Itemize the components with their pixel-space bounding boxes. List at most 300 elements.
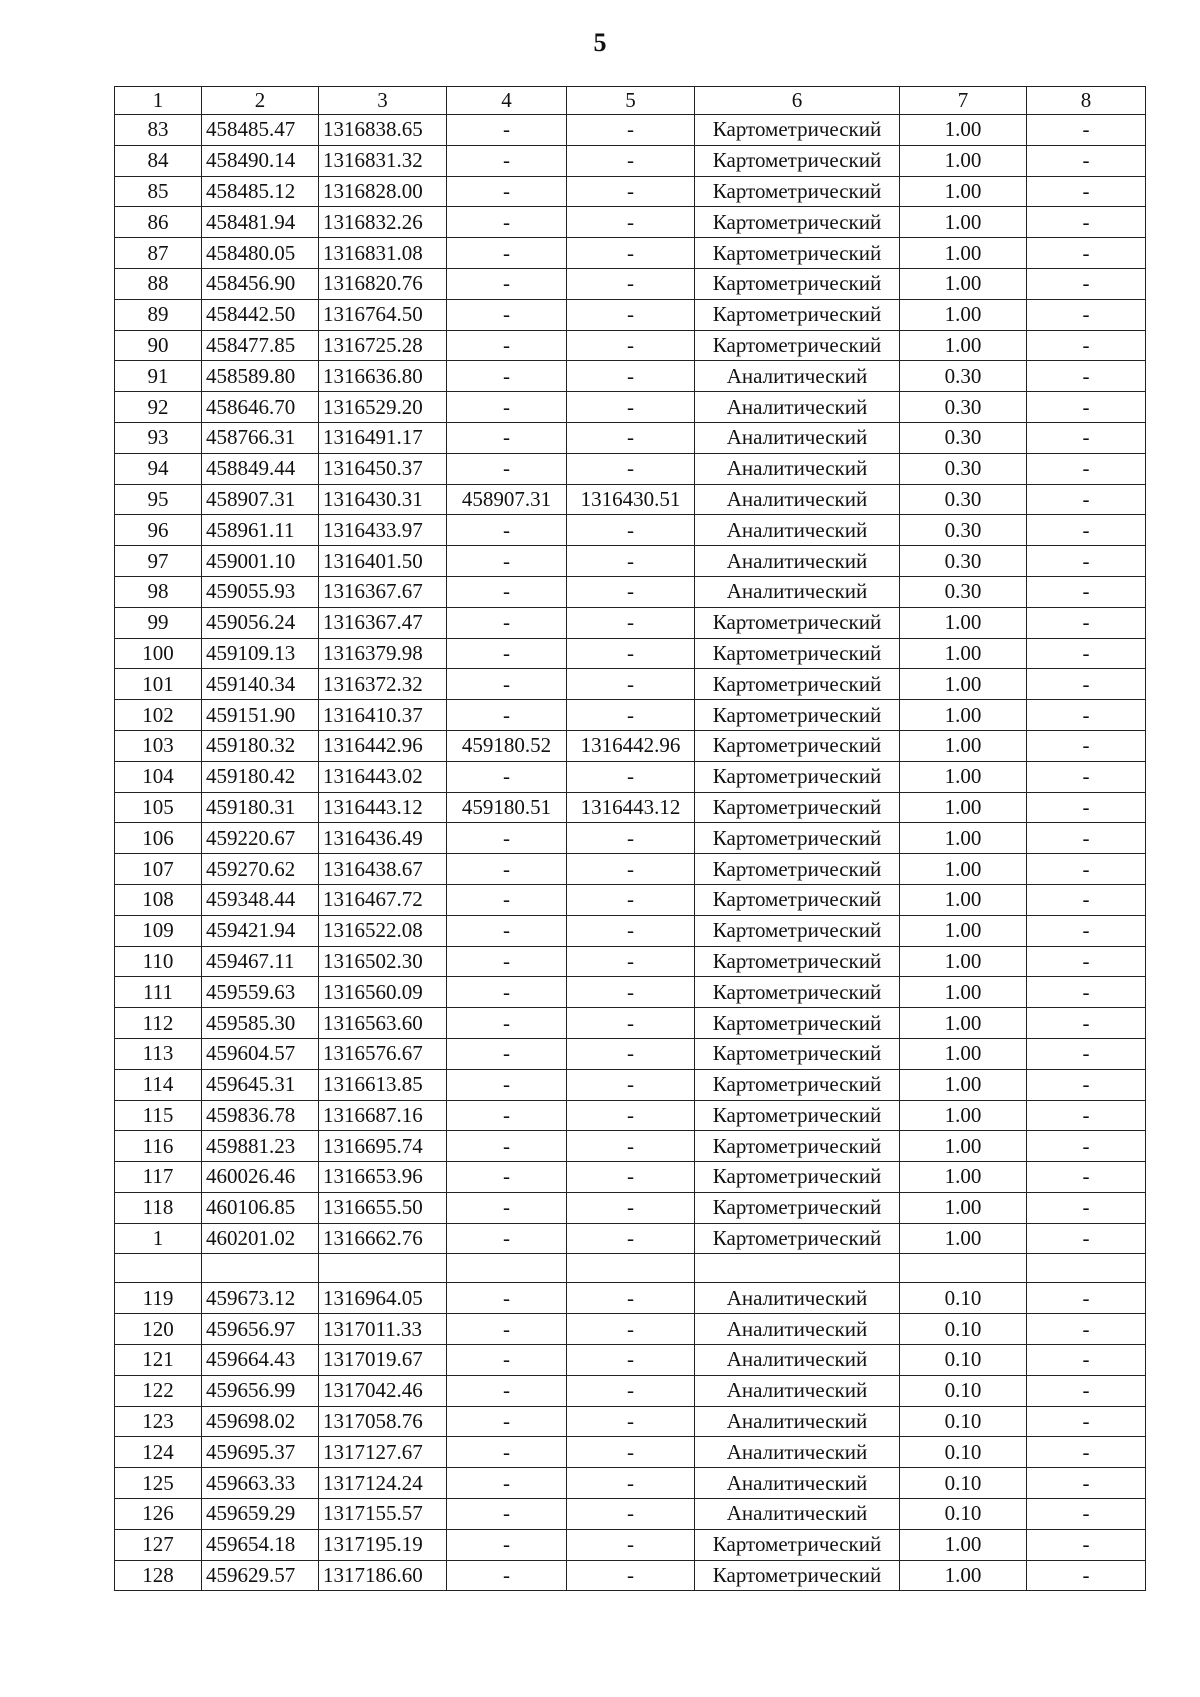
description-cell: -: [1027, 422, 1146, 453]
y-alt-cell: -: [567, 115, 695, 146]
x-alt-cell: -: [447, 299, 567, 330]
description-cell: -: [1027, 1223, 1146, 1254]
table-row: [115, 1008, 1146, 1039]
x-alt-cell: -: [447, 238, 567, 269]
point-number-cell: 105: [115, 792, 202, 823]
point-number-cell: 85: [115, 176, 202, 207]
y-coordinate-cell: 1316831.32: [319, 145, 447, 176]
y-coordinate-cell: 1316436.49: [319, 823, 447, 854]
accuracy-cell: 1.00: [900, 1162, 1027, 1193]
method-cell: Аналитический: [695, 392, 900, 423]
accuracy-cell: 0.30: [900, 515, 1027, 546]
y-coordinate-cell: [319, 1254, 447, 1283]
accuracy-cell: 1.00: [900, 915, 1027, 946]
y-coordinate-cell: 1316491.17: [319, 422, 447, 453]
page-number: 5: [593, 28, 607, 57]
y-coordinate-cell: 1316687.16: [319, 1100, 447, 1131]
point-number-cell: 89: [115, 299, 202, 330]
y-coordinate-cell: 1317124.24: [319, 1468, 447, 1499]
method-cell: Картометрический: [695, 823, 900, 854]
method-cell: Картометрический: [695, 299, 900, 330]
point-number-cell: 1: [115, 1223, 202, 1254]
accuracy-cell: 1.00: [900, 238, 1027, 269]
table-row: [115, 854, 1146, 885]
y-coordinate-cell: 1316443.12: [319, 792, 447, 823]
point-number-cell: 96: [115, 515, 202, 546]
table-row: [115, 1375, 1146, 1406]
table-row: [115, 700, 1146, 731]
description-cell: -: [1027, 638, 1146, 669]
description-cell: -: [1027, 854, 1146, 885]
description-cell: -: [1027, 546, 1146, 577]
table-row: [115, 176, 1146, 207]
accuracy-cell: 0.30: [900, 484, 1027, 515]
accuracy-cell: 1.00: [900, 1560, 1027, 1591]
y-coordinate-cell: 1316831.08: [319, 238, 447, 269]
accuracy-cell: 1.00: [900, 977, 1027, 1008]
method-cell: Картометрический: [695, 730, 900, 761]
x-alt-cell: -: [447, 1131, 567, 1162]
y-coordinate-cell: 1316367.67: [319, 576, 447, 607]
point-number-cell: 95: [115, 484, 202, 515]
accuracy-cell: 1.00: [900, 1100, 1027, 1131]
x-coordinate-cell: 458485.47: [202, 115, 319, 146]
point-number-cell: 109: [115, 915, 202, 946]
description-cell: -: [1027, 361, 1146, 392]
x-alt-cell: -: [447, 854, 567, 885]
point-number-cell: 88: [115, 268, 202, 299]
accuracy-cell: 1.00: [900, 854, 1027, 885]
description-cell: -: [1027, 145, 1146, 176]
x-coordinate-cell: 459663.33: [202, 1468, 319, 1499]
accuracy-cell: 1.00: [900, 1529, 1027, 1560]
point-number-cell: 114: [115, 1069, 202, 1100]
y-alt-cell: -: [567, 176, 695, 207]
table-row: [115, 115, 1146, 146]
column-header: 3: [319, 87, 447, 115]
x-alt-cell: -: [447, 1069, 567, 1100]
x-alt-cell: -: [447, 1437, 567, 1468]
description-cell: -: [1027, 1162, 1146, 1193]
column-header: 5: [567, 87, 695, 115]
method-cell: Картометрический: [695, 915, 900, 946]
y-coordinate-cell: 1316662.76: [319, 1223, 447, 1254]
x-alt-cell: -: [447, 422, 567, 453]
method-cell: Аналитический: [695, 1437, 900, 1468]
description-cell: -: [1027, 1437, 1146, 1468]
y-alt-cell: -: [567, 915, 695, 946]
y-alt-cell: -: [567, 1529, 695, 1560]
method-cell: Аналитический: [695, 484, 900, 515]
x-alt-cell: -: [447, 576, 567, 607]
table-row: [115, 546, 1146, 577]
method-cell: Картометрический: [695, 1038, 900, 1069]
method-cell: Картометрический: [695, 330, 900, 361]
x-coordinate-cell: 459180.42: [202, 761, 319, 792]
accuracy-cell: 1.00: [900, 669, 1027, 700]
x-coordinate-cell: 459698.02: [202, 1406, 319, 1437]
x-alt-cell: -: [447, 268, 567, 299]
point-number-cell: 122: [115, 1375, 202, 1406]
y-alt-cell: -: [567, 1406, 695, 1437]
description-cell: -: [1027, 1131, 1146, 1162]
y-coordinate-cell: 1316467.72: [319, 884, 447, 915]
column-header: 4: [447, 87, 567, 115]
accuracy-cell: 1.00: [900, 1223, 1027, 1254]
table-row: [115, 1162, 1146, 1193]
table-row: [115, 515, 1146, 546]
point-number-cell: 92: [115, 392, 202, 423]
y-coordinate-cell: 1316820.76: [319, 268, 447, 299]
x-coordinate-cell: 459629.57: [202, 1560, 319, 1591]
point-number-cell: 108: [115, 884, 202, 915]
point-number-cell: 102: [115, 700, 202, 731]
x-alt-cell: -: [447, 1100, 567, 1131]
y-coordinate-cell: 1316636.80: [319, 361, 447, 392]
x-alt-cell: -: [447, 330, 567, 361]
column-header: 2: [202, 87, 319, 115]
point-number-cell: 90: [115, 330, 202, 361]
y-alt-cell: 1316430.51: [567, 484, 695, 515]
description-cell: -: [1027, 1345, 1146, 1376]
description-cell: -: [1027, 1069, 1146, 1100]
description-cell: -: [1027, 977, 1146, 1008]
point-number-cell: 118: [115, 1192, 202, 1223]
accuracy-cell: 0.10: [900, 1345, 1027, 1376]
description-cell: -: [1027, 1008, 1146, 1039]
x-alt-cell: -: [447, 145, 567, 176]
x-alt-cell: -: [447, 761, 567, 792]
accuracy-cell: 0.30: [900, 576, 1027, 607]
y-coordinate-cell: 1316379.98: [319, 638, 447, 669]
table-row: [115, 1437, 1146, 1468]
point-number-cell: 84: [115, 145, 202, 176]
y-alt-cell: -: [567, 207, 695, 238]
point-number-cell: [115, 1254, 202, 1283]
y-alt-cell: 1316442.96: [567, 730, 695, 761]
y-coordinate-cell: 1316653.96: [319, 1162, 447, 1193]
table-row: [115, 1192, 1146, 1223]
x-coordinate-cell: 458849.44: [202, 453, 319, 484]
point-number-cell: 87: [115, 238, 202, 269]
description-cell: -: [1027, 915, 1146, 946]
method-cell: Картометрический: [695, 1100, 900, 1131]
description-cell: -: [1027, 1560, 1146, 1591]
table-row: [115, 576, 1146, 607]
y-alt-cell: -: [567, 761, 695, 792]
point-number-cell: 101: [115, 669, 202, 700]
y-coordinate-cell: 1317019.67: [319, 1345, 447, 1376]
x-coordinate-cell: 458481.94: [202, 207, 319, 238]
method-cell: Картометрический: [695, 761, 900, 792]
point-number-cell: 107: [115, 854, 202, 885]
y-alt-cell: -: [567, 453, 695, 484]
x-coordinate-cell: 459664.43: [202, 1345, 319, 1376]
x-alt-cell: -: [447, 607, 567, 638]
x-coordinate-cell: 459180.32: [202, 730, 319, 761]
x-alt-cell: -: [447, 453, 567, 484]
description-cell: -: [1027, 1375, 1146, 1406]
y-coordinate-cell: 1317042.46: [319, 1375, 447, 1406]
y-coordinate-cell: 1317155.57: [319, 1499, 447, 1530]
method-cell: Картометрический: [695, 607, 900, 638]
table-row: [115, 268, 1146, 299]
x-alt-cell: -: [447, 1223, 567, 1254]
accuracy-cell: 1.00: [900, 946, 1027, 977]
method-cell: Аналитический: [695, 361, 900, 392]
method-cell: Картометрический: [695, 268, 900, 299]
x-coordinate-cell: 458485.12: [202, 176, 319, 207]
description-cell: -: [1027, 730, 1146, 761]
description-cell: -: [1027, 946, 1146, 977]
method-cell: Аналитический: [695, 576, 900, 607]
table-row: [115, 1283, 1146, 1314]
table-row: [115, 1038, 1146, 1069]
x-coordinate-cell: 459673.12: [202, 1283, 319, 1314]
accuracy-cell: 1.00: [900, 1192, 1027, 1223]
description-cell: -: [1027, 1499, 1146, 1530]
y-alt-cell: -: [567, 1314, 695, 1345]
method-cell: Аналитический: [695, 1314, 900, 1345]
y-coordinate-cell: 1316529.20: [319, 392, 447, 423]
method-cell: Аналитический: [695, 1499, 900, 1530]
table-row: [115, 638, 1146, 669]
x-alt-cell: -: [447, 1314, 567, 1345]
method-cell: [695, 1254, 900, 1283]
method-cell: Картометрический: [695, 145, 900, 176]
method-cell: Аналитический: [695, 422, 900, 453]
description-cell: -: [1027, 176, 1146, 207]
x-coordinate-cell: 459220.67: [202, 823, 319, 854]
accuracy-cell: 1.00: [900, 730, 1027, 761]
method-cell: Картометрический: [695, 1008, 900, 1039]
y-coordinate-cell: 1316522.08: [319, 915, 447, 946]
x-coordinate-cell: 459348.44: [202, 884, 319, 915]
accuracy-cell: [900, 1254, 1027, 1283]
y-alt-cell: -: [567, 823, 695, 854]
description-cell: -: [1027, 115, 1146, 146]
table-row: [115, 1100, 1146, 1131]
x-alt-cell: -: [447, 915, 567, 946]
point-number-cell: 113: [115, 1038, 202, 1069]
accuracy-cell: 1.00: [900, 823, 1027, 854]
y-coordinate-cell: 1316832.26: [319, 207, 447, 238]
column-header: 8: [1027, 87, 1146, 115]
accuracy-cell: 1.00: [900, 207, 1027, 238]
x-coordinate-cell: 459056.24: [202, 607, 319, 638]
accuracy-cell: 0.10: [900, 1314, 1027, 1345]
table-row: [115, 1560, 1146, 1591]
accuracy-cell: 1.00: [900, 700, 1027, 731]
x-coordinate-cell: 458589.80: [202, 361, 319, 392]
accuracy-cell: 1.00: [900, 884, 1027, 915]
method-cell: Картометрический: [695, 1529, 900, 1560]
method-cell: Картометрический: [695, 977, 900, 1008]
x-coordinate-cell: 459140.34: [202, 669, 319, 700]
y-coordinate-cell: 1316838.65: [319, 115, 447, 146]
y-coordinate-cell: 1316764.50: [319, 299, 447, 330]
y-alt-cell: -: [567, 361, 695, 392]
table-row: [115, 392, 1146, 423]
point-number-cell: 91: [115, 361, 202, 392]
coordinates-table: [114, 86, 1146, 1591]
x-alt-cell: -: [447, 638, 567, 669]
table-row: [115, 1254, 1146, 1283]
table-row: [115, 361, 1146, 392]
table-row: [115, 1499, 1146, 1530]
table-row: [115, 915, 1146, 946]
point-number-cell: 100: [115, 638, 202, 669]
accuracy-cell: 1.00: [900, 115, 1027, 146]
accuracy-cell: 1.00: [900, 330, 1027, 361]
description-cell: -: [1027, 1314, 1146, 1345]
x-coordinate-cell: 458442.50: [202, 299, 319, 330]
description-cell: -: [1027, 207, 1146, 238]
accuracy-cell: 1.00: [900, 792, 1027, 823]
method-cell: Картометрический: [695, 1223, 900, 1254]
table-row: [115, 299, 1146, 330]
y-coordinate-cell: 1317058.76: [319, 1406, 447, 1437]
y-alt-cell: -: [567, 977, 695, 1008]
method-cell: Аналитический: [695, 1375, 900, 1406]
x-alt-cell: -: [447, 1560, 567, 1591]
y-alt-cell: -: [567, 854, 695, 885]
y-alt-cell: -: [567, 1100, 695, 1131]
x-alt-cell: -: [447, 700, 567, 731]
method-cell: Аналитический: [695, 1468, 900, 1499]
column-header: 7: [900, 87, 1027, 115]
x-coordinate-cell: 460201.02: [202, 1223, 319, 1254]
method-cell: Картометрический: [695, 1192, 900, 1223]
accuracy-cell: 1.00: [900, 638, 1027, 669]
y-coordinate-cell: 1316613.85: [319, 1069, 447, 1100]
x-coordinate-cell: 458961.11: [202, 515, 319, 546]
y-coordinate-cell: 1316828.00: [319, 176, 447, 207]
y-alt-cell: -: [567, 546, 695, 577]
x-alt-cell: -: [447, 1345, 567, 1376]
method-cell: Картометрический: [695, 1560, 900, 1591]
x-coordinate-cell: 459559.63: [202, 977, 319, 1008]
x-coordinate-cell: 459645.31: [202, 1069, 319, 1100]
y-alt-cell: -: [567, 1468, 695, 1499]
y-coordinate-cell: 1316433.97: [319, 515, 447, 546]
method-cell: Картометрический: [695, 669, 900, 700]
description-cell: -: [1027, 823, 1146, 854]
accuracy-cell: 1.00: [900, 1008, 1027, 1039]
x-coordinate-cell: 459604.57: [202, 1038, 319, 1069]
x-alt-cell: -: [447, 1468, 567, 1499]
table-row: [115, 1314, 1146, 1345]
point-number-cell: 123: [115, 1406, 202, 1437]
x-alt-cell: -: [447, 1192, 567, 1223]
y-alt-cell: -: [567, 145, 695, 176]
accuracy-cell: 0.10: [900, 1499, 1027, 1530]
table-row: [115, 1131, 1146, 1162]
point-number-cell: 112: [115, 1008, 202, 1039]
table-row: [115, 977, 1146, 1008]
method-cell: Картометрический: [695, 946, 900, 977]
description-cell: -: [1027, 453, 1146, 484]
x-coordinate-cell: 459836.78: [202, 1100, 319, 1131]
description-cell: -: [1027, 700, 1146, 731]
method-cell: Картометрический: [695, 1162, 900, 1193]
x-alt-cell: -: [447, 1499, 567, 1530]
point-number-cell: 104: [115, 761, 202, 792]
y-coordinate-cell: 1316563.60: [319, 1008, 447, 1039]
x-alt-cell: -: [447, 1162, 567, 1193]
y-alt-cell: -: [567, 515, 695, 546]
table-body: [115, 115, 1146, 1591]
description-cell: -: [1027, 1100, 1146, 1131]
accuracy-cell: 1.00: [900, 268, 1027, 299]
y-alt-cell: -: [567, 1008, 695, 1039]
y-alt-cell: -: [567, 669, 695, 700]
x-coordinate-cell: 460026.46: [202, 1162, 319, 1193]
description-cell: [1027, 1254, 1146, 1283]
point-number-cell: 97: [115, 546, 202, 577]
point-number-cell: 98: [115, 576, 202, 607]
x-alt-cell: -: [447, 176, 567, 207]
x-alt-cell: -: [447, 392, 567, 423]
y-coordinate-cell: 1317186.60: [319, 1560, 447, 1591]
x-coordinate-cell: 459654.18: [202, 1529, 319, 1560]
x-coordinate-cell: 459001.10: [202, 546, 319, 577]
column-header: 1: [115, 87, 202, 115]
description-cell: -: [1027, 484, 1146, 515]
point-number-cell: 128: [115, 1560, 202, 1591]
x-alt-cell: [447, 1254, 567, 1283]
x-alt-cell: -: [447, 1375, 567, 1406]
y-alt-cell: -: [567, 238, 695, 269]
y-coordinate-cell: 1316502.30: [319, 946, 447, 977]
method-cell: Картометрический: [695, 638, 900, 669]
x-coordinate-cell: 459585.30: [202, 1008, 319, 1039]
method-cell: Аналитический: [695, 453, 900, 484]
x-alt-cell: -: [447, 1008, 567, 1039]
table-row: [115, 145, 1146, 176]
point-number-cell: 126: [115, 1499, 202, 1530]
x-alt-cell: 458907.31: [447, 484, 567, 515]
table-row: [115, 792, 1146, 823]
x-coordinate-cell: 458480.05: [202, 238, 319, 269]
y-alt-cell: -: [567, 1345, 695, 1376]
x-coordinate-cell: 459055.93: [202, 576, 319, 607]
x-coordinate-cell: 459109.13: [202, 638, 319, 669]
y-alt-cell: -: [567, 1131, 695, 1162]
accuracy-cell: 0.10: [900, 1283, 1027, 1314]
point-number-cell: 94: [115, 453, 202, 484]
accuracy-cell: 1.00: [900, 1038, 1027, 1069]
accuracy-cell: 1.00: [900, 145, 1027, 176]
x-coordinate-cell: 459656.97: [202, 1314, 319, 1345]
description-cell: -: [1027, 669, 1146, 700]
y-coordinate-cell: 1316450.37: [319, 453, 447, 484]
description-cell: -: [1027, 1192, 1146, 1223]
table-row: [115, 823, 1146, 854]
description-cell: -: [1027, 1406, 1146, 1437]
column-header: 6: [695, 87, 900, 115]
accuracy-cell: 0.30: [900, 392, 1027, 423]
description-cell: -: [1027, 607, 1146, 638]
point-number-cell: 127: [115, 1529, 202, 1560]
y-alt-cell: -: [567, 576, 695, 607]
x-coordinate-cell: 458907.31: [202, 484, 319, 515]
y-coordinate-cell: 1316401.50: [319, 546, 447, 577]
description-cell: -: [1027, 1038, 1146, 1069]
x-alt-cell: -: [447, 884, 567, 915]
description-cell: -: [1027, 1529, 1146, 1560]
y-alt-cell: -: [567, 299, 695, 330]
